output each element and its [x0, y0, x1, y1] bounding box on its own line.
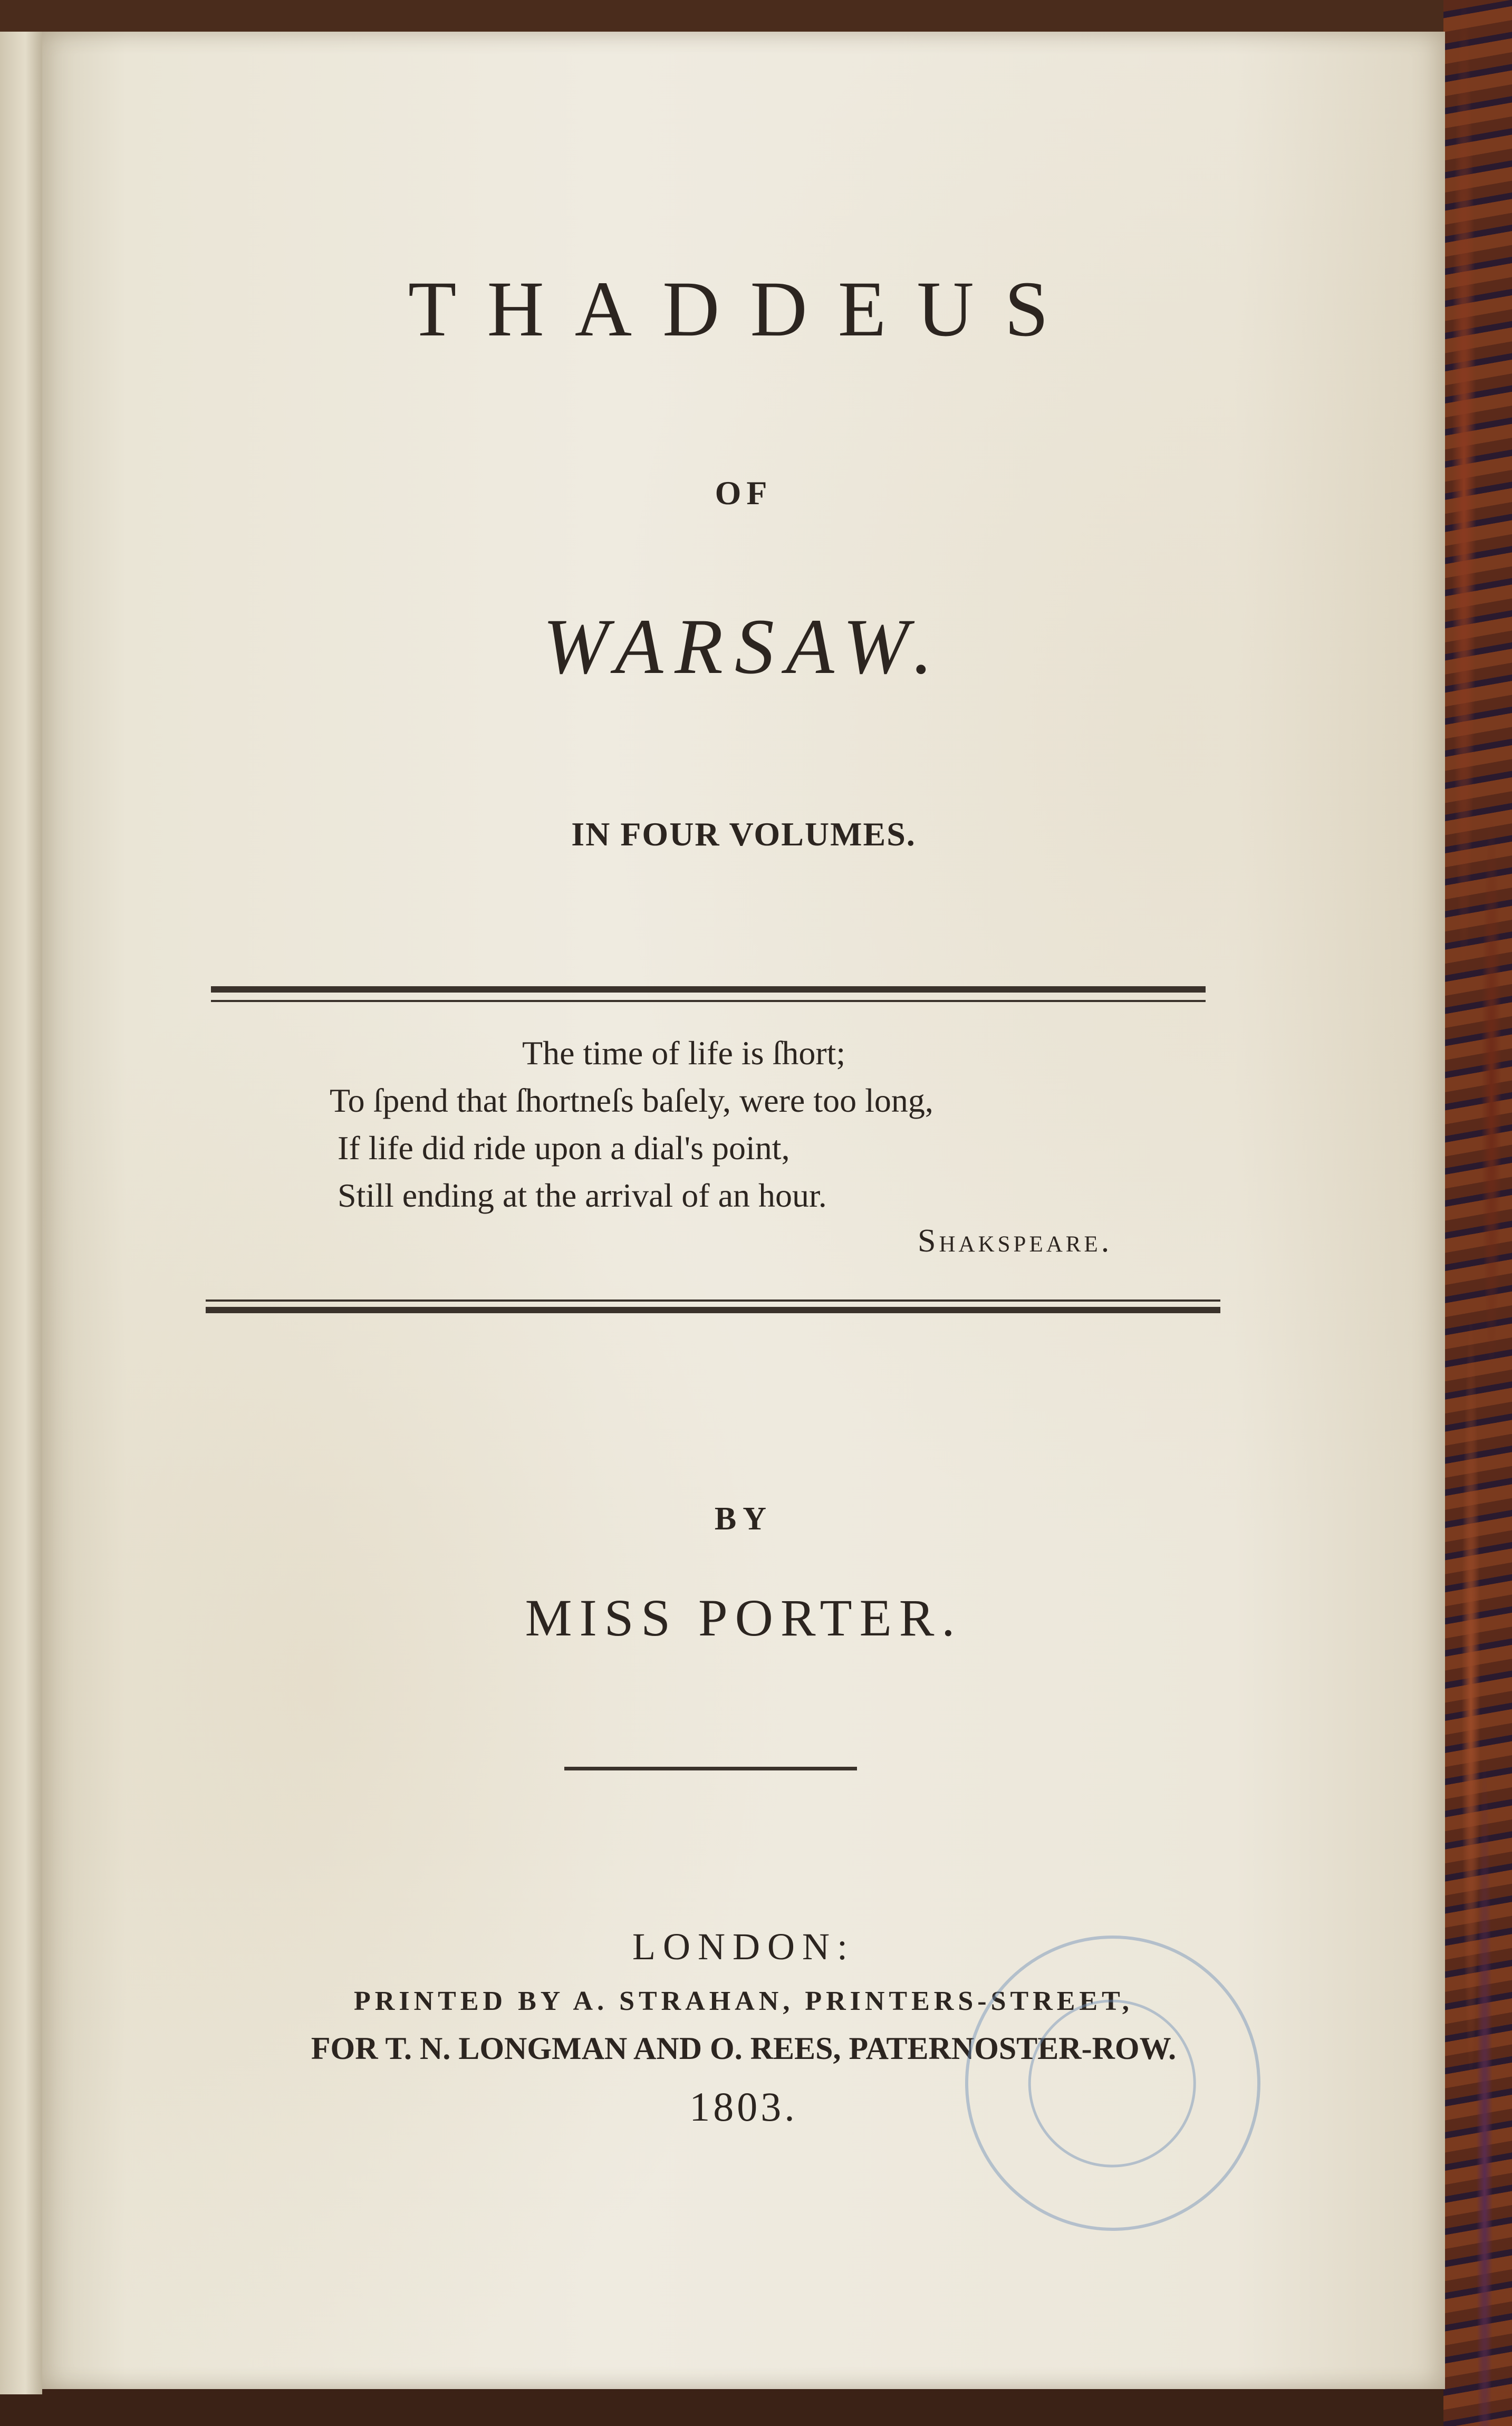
epigraph-line: If life did ride upon a dial's point, [338, 1129, 790, 1167]
epigraph-attribution: Shakspeare. [918, 1223, 1113, 1259]
top-double-rule-thin [211, 1000, 1206, 1002]
epigraph-line: The time of life is ſhort; [522, 1034, 846, 1072]
top-double-rule-thick [211, 986, 1206, 993]
epigraph-line: To ſpend that ſhortneſs baſely, were too long, [330, 1082, 933, 1119]
previous-leaf-edge [0, 32, 42, 2394]
short-divider-rule [564, 1767, 857, 1770]
bottom-double-rule-thick [206, 1307, 1220, 1313]
title-place: WARSAW. [543, 603, 945, 690]
volume-count: IN FOUR VOLUMES. [571, 815, 916, 853]
imprint-publisher: FOR T. N. LONGMAN AND O. REES, PATERNOSTER-ROW. [311, 2031, 1177, 2066]
imprint-year: 1803. [689, 2084, 798, 2130]
title-connector: OF [715, 474, 773, 512]
imprint-printer: PRINTED BY A. STRAHAN, PRINTERS-STREET, [354, 1986, 1133, 2016]
bottom-double-rule-thin [206, 1299, 1220, 1302]
marbled-board [1443, 0, 1512, 2426]
book-title: THADDEUS [408, 265, 1080, 353]
byline-label: BY [714, 1501, 773, 1537]
title-page [42, 32, 1445, 2389]
imprint-city: LONDON: [632, 1926, 855, 1968]
epigraph-line: Still ending at the arrival of an hour. [338, 1177, 827, 1214]
author-name: MISS PORTER. [525, 1589, 962, 1647]
